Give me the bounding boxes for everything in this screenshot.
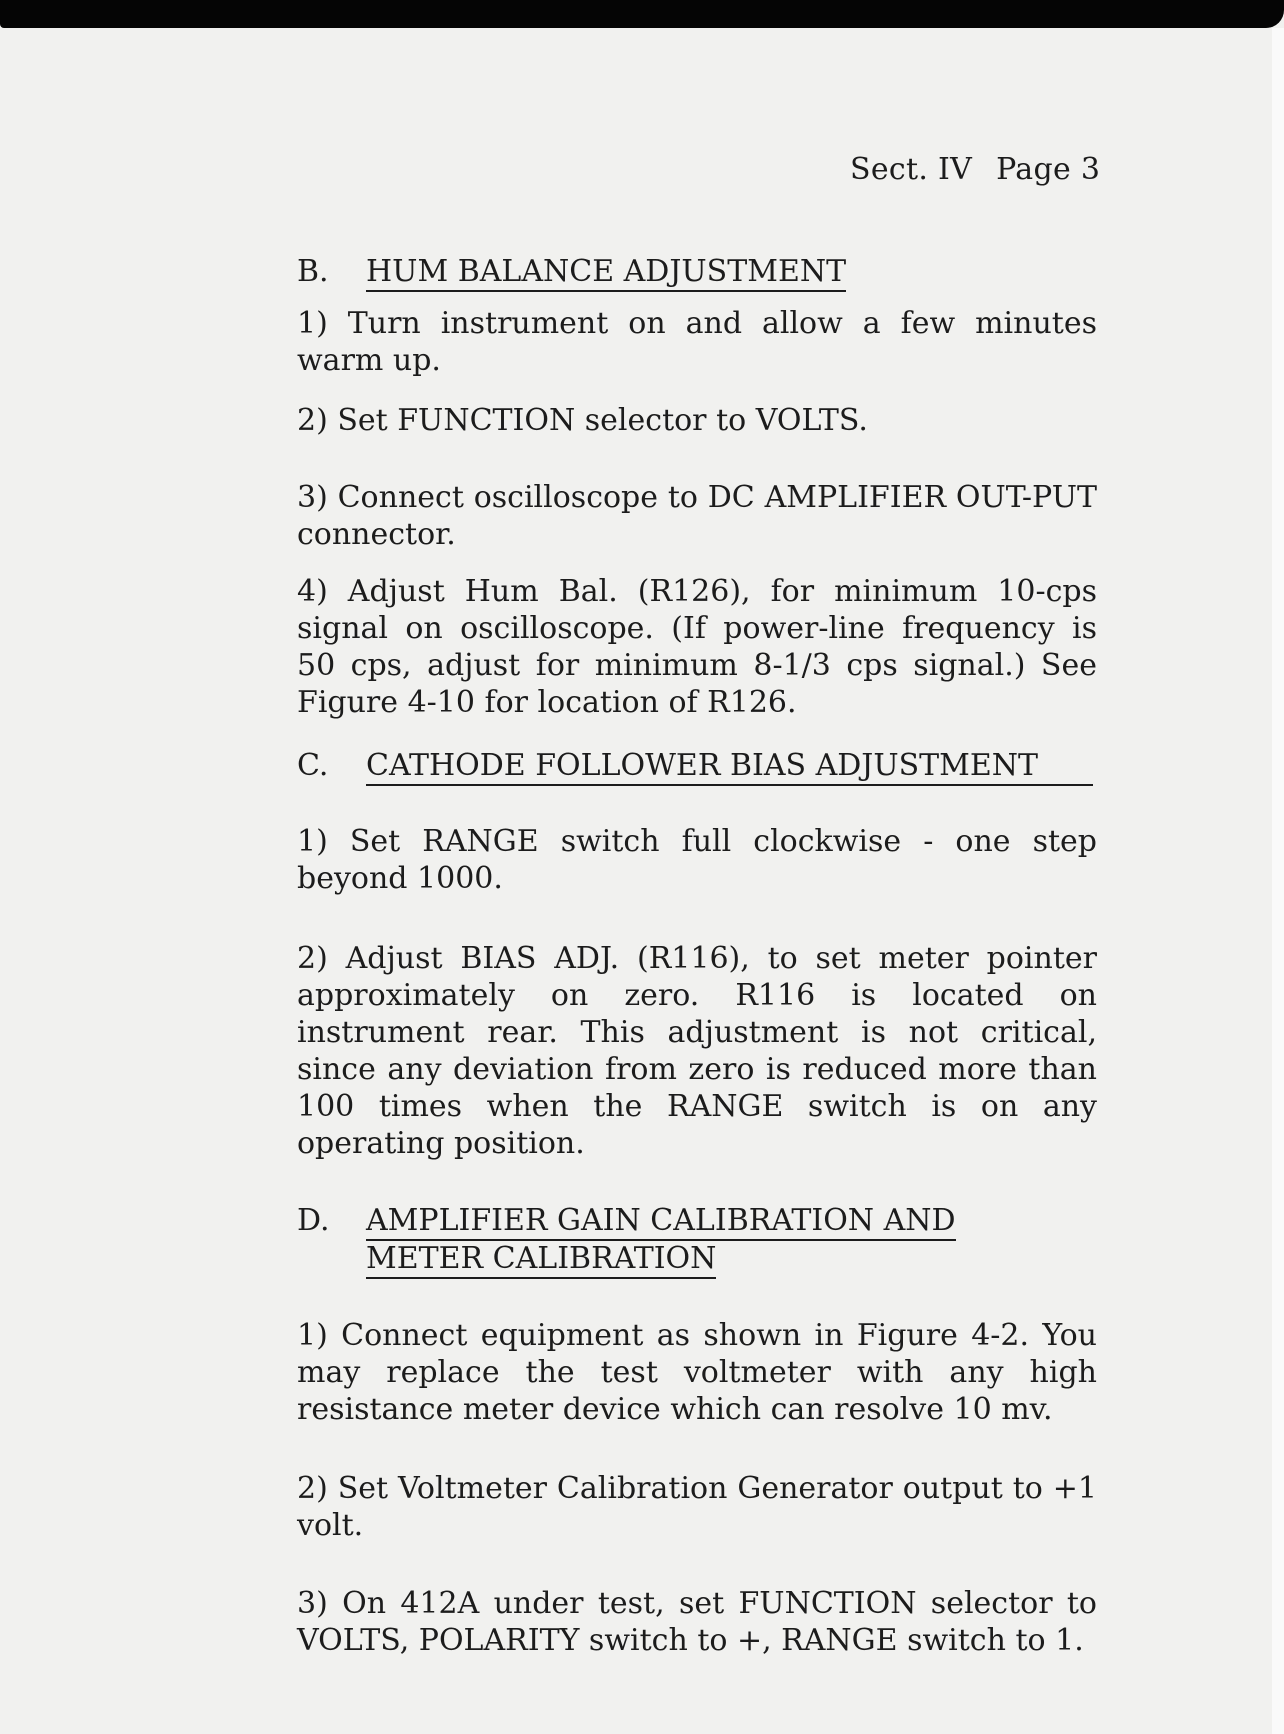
section-letter: D. bbox=[297, 1203, 330, 1238]
step-text: 2) Set Voltmeter Calibration Generator output to +1 volt. bbox=[297, 1471, 1097, 1543]
section-title-line-1: AMPLIFIER GAIN CALIBRATION AND bbox=[366, 1206, 956, 1241]
step-text: 3) Connect oscilloscope to DC AMPLIFIER OUT-PUT connector. bbox=[297, 480, 1097, 552]
page-number: Page 3 bbox=[996, 152, 1101, 187]
section-title: CATHODE FOLLOWER BIAS ADJUSTMENT bbox=[366, 751, 1093, 786]
left-column-fragments bbox=[0, 0, 240, 1734]
section-title: HUM BALANCE ADJUSTMENT bbox=[366, 257, 846, 292]
step-text: 2) Adjust BIAS ADJ. (R116), to set meter pointer approximately on zero. R116 is located on instrument rear. This adjustment is not critical, since any deviation from zero is reduced more than 100 times when the RANGE switch is on any operating position. bbox=[297, 941, 1097, 1161]
section-letter: C. bbox=[297, 748, 329, 783]
step-text: 4) Adjust Hum Bal. (R126), for minimum 10-cps signal on oscilloscope. (If power-line frequency is 50 cps, adjust for minimum 8-1/3 cps signal.) See Figure 4-10 for location of R126. bbox=[297, 574, 1097, 720]
section-letter: B. bbox=[297, 254, 329, 289]
step-text: 1) Connect equipment as shown in Figure 4-2. You may replace the test voltmeter with any high resistance meter device which can resolve 10 mv. bbox=[297, 1318, 1097, 1427]
step-text: 1) Set RANGE switch full clockwise - one step beyond 1000. bbox=[297, 824, 1097, 896]
step-text: 1) Turn instrument on and allow a few minutes warm up. bbox=[297, 306, 1097, 378]
section-title-line-2: METER CALIBRATION bbox=[366, 1244, 716, 1279]
step-text: 2) Set FUNCTION selector to VOLTS. bbox=[297, 403, 868, 438]
page-edge bbox=[1272, 28, 1284, 1734]
page-header bbox=[850, 152, 1100, 187]
step-text: 3) On 412A under test, set FUNCTION selector to VOLTS, POLARITY switch to +, RANGE switch to 1. bbox=[297, 1586, 1097, 1658]
section-label: Sect. IV bbox=[850, 152, 973, 187]
